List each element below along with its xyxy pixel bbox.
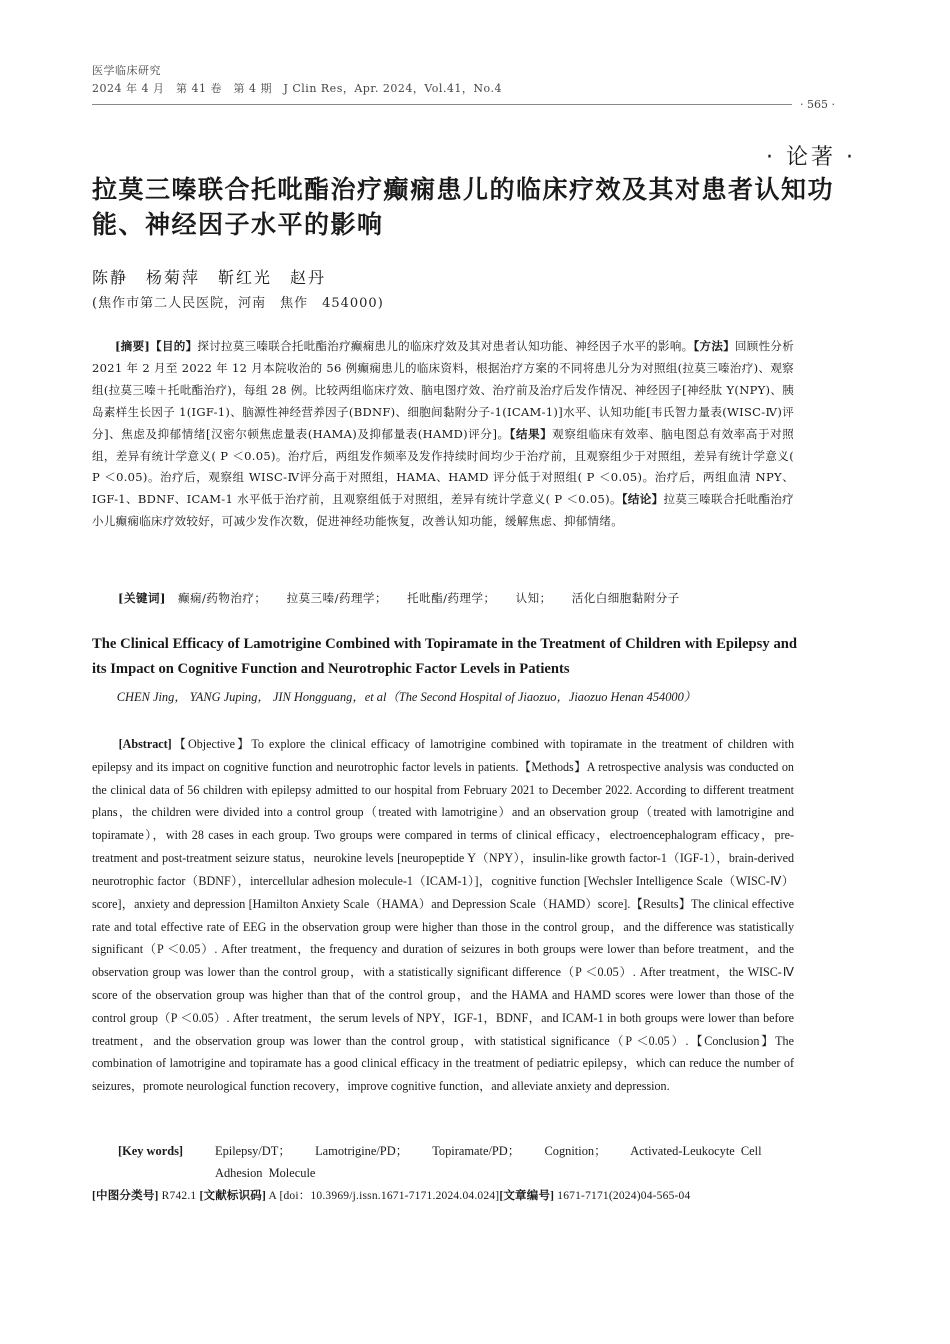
affiliation-cn: (焦作市第二人民医院，河南 焦作 454000) <box>92 296 384 311</box>
objective-label-en: 【Objective】 <box>171 737 252 751</box>
article-no: 1671-7171(2024)04-565-04 <box>557 1190 691 1202</box>
doc-code-label: [文献标识码] <box>199 1190 267 1202</box>
objective-cn: 探讨拉莫三嗪联合托吡酯治疗癫痫患儿的临床疗效及其对患者认知功能、神经因子水平的影响。 <box>197 339 694 353</box>
keyword-en: Cognition； <box>544 1144 607 1158</box>
keyword-cn: 托吡酯/药理学； <box>407 591 496 605</box>
conclusion-label-cn: 【结论】 <box>621 492 664 507</box>
issue-line: 2024 年 4 月 第 41 卷 第 4 期 J Clin Res，Apr. 2024，Vol.41，No.4 <box>92 82 502 95</box>
abstract-en-label: [Abstract] <box>118 737 172 751</box>
objective-en: To explore the clinical efficacy of lamotrigine combined with topiramate in the treatment of children with epilepsy and its impact on cognitive function and neurotrophic factor levels in patients. <box>92 737 794 774</box>
keyword-en: Activated-Leukocyte Cell Adhesion Molecule <box>215 1144 762 1180</box>
keywords-en-label: [Key words] <box>118 1144 184 1158</box>
results-label-cn: 【结果】 <box>509 426 553 441</box>
header-rule <box>92 104 792 105</box>
methods-en: A retrospective analysis was conducted on the clinical data of 56 children with epilepsy admitted to our hospital from February 2021 to December 2022. According to different treatment plans，the children were divided into a control group（treated with lamotrigine）and an observation group（treated with lamotrigine and topiramate），with 28 cases in each group. Two groups were compared in terms of clinical efficacy，electroencephalogram efficacy，pre-treatment and post-treatment seizure status，neurokine levels [neuropeptide Y（NPY），insulin-like growth factor-1（IGF-1），brain-derived neurotrophic factor（BDNF），intercellular adhesion molecule-1（ICAM-1）]，cognitive function [Wechsler Intelligence Scale（WISC-Ⅳ）score]，anxiety and depression [Hamilton Anxiety Scale（HAMA）and Depression Scale（HAMD）score]. <box>92 759 794 911</box>
article-no-label: [文章编号] <box>499 1190 555 1202</box>
results-en: The clinical effective rate and total effective rate of EEG in the observation group were higher than those in the control group，and the difference was statistically significant（P ＜0.05）. After treatment，the frequency and duration of seizures in both groups were lower than before treatment，and the observation group was lower than the control group，with a statistically significant difference（P ＜0.05）. After treatment，the WISC-Ⅳ score of the observation group was higher than that of the control group，and the HAMA and HAMD scores were lower than those of the control group（P ＜0.05）. After treatment，the serum levels of NPY，IGF-1，BDNF，and ICAM-1 in both groups were lower than before treatment，and the observation group was lower than the control group，with statistical significance（P ＜0.05）. <box>92 896 794 1048</box>
keyword-cn: 活化白细胞黏附分子 <box>571 591 680 605</box>
clc-label: [中图分类号] <box>92 1190 159 1202</box>
authors-en: CHEN Jing， YANG Juping， JIN Hongguang，et al（The Second Hospital of Jiaozuo，Jiaozuo Henan 454000） <box>116 690 697 704</box>
title-cn: 拉莫三嗪联合托吡酯治疗癫痫患儿的临床疗效及其对患者认知功能、神经因子水平的影响 <box>92 175 835 239</box>
keyword-en: Topiramate/PD； <box>432 1144 521 1158</box>
clc-code: R742.1 <box>161 1190 197 1202</box>
doc-code: A <box>268 1190 277 1202</box>
authors-cn: 陈静 杨菊萍 靳红光 赵丹 <box>92 268 327 287</box>
section-tag: · 论著 · <box>766 145 856 170</box>
keyword-cn: 拉莫三嗪/药理学； <box>286 591 387 605</box>
abstract-en <box>92 733 794 1098</box>
keywords-cn-label: [关键词] <box>118 591 166 605</box>
doi: [doi：10.3969/j.issn.1671-7171.2024.04.024] <box>279 1190 500 1202</box>
keyword-cn: 癫痫/药物治疗； <box>178 591 267 605</box>
objective-label-cn: 【目的】 <box>150 339 198 353</box>
keywords-cn <box>118 590 688 606</box>
results-cn: 观察组临床有效率、脑电图总有效率高于对照组，差异有统计学意义( P ＜0.05)。治疗后，两组发作频率及发作持续时间均少于治疗前，且观察组少于对照组，差异有统计学意义( P ＜0.05)。治疗后，观察组 WISC-Ⅳ评分高于对照组，HAMA、HAMD 评分低于对照组( P ＜0.05)。治疗后，两组血清 NPY、IGF-1、BDNF、ICAM-1 水平低于治疗前，且观察组低于对照组，差异有统计学意义( P ＜0.05)。 <box>92 426 794 507</box>
title-en: The Clinical Efficacy of Lamotrigine Combined with Topiramate in the Treatment of Children with Epilepsy and its Impact on Cognitive Function and Neurotrophic Factor Levels in Patients <box>92 636 797 677</box>
page-number: · 565 · <box>800 98 835 111</box>
journal-name: 医学临床研究 <box>92 64 161 77</box>
classification-line <box>92 1187 797 1203</box>
keyword-en: Epilepsy/DT； <box>215 1144 291 1158</box>
methods-label-cn: 【方法】 <box>693 339 735 353</box>
keyword-cn: 认知； <box>515 591 552 605</box>
methods-cn: 回顾性分析 2021 年 2 月至 2022 年 12 月本院收治的 56 例癫痫患儿的临床资料，根据治疗方案的不同将患儿分为对照组(拉莫三嗪治疗)、观察组(拉莫三嗪＋托吡酯治疗)，每组 28 例。比较两组临床疗效、脑电图疗效、治疗前及治疗后发作情况、神经因子[神经肽 Y(NPY)、胰岛素样生长因子 1(IGF-1)、脑源性神经营养因子(BDNF)、细胞间黏附分子-1(ICAM-1)]水平、认知功能[韦氏智力量表(WISC-Ⅳ)评分]、焦虑及抑郁情绪[汉密尔顿焦虑量表(HAMA)及抑郁量表(HAMD)评分]。 <box>92 339 794 441</box>
results-label-en: 【Results】 <box>630 896 692 911</box>
keyword-en: Lamotrigine/PD； <box>315 1144 409 1158</box>
conclusion-cn: 拉莫三嗪联合托吡酯治疗小儿癫痫临床疗效较好，可减少发作次数，促进神经功能恢复，改善认知功能，缓解焦虑、抑郁情绪。 <box>92 492 794 529</box>
methods-label-en: 【Methods】 <box>518 759 587 774</box>
keywords-en <box>215 1140 795 1184</box>
conclusion-label-en: 【Conclusion】 <box>688 1033 776 1048</box>
abstract-cn <box>92 336 794 533</box>
abstract-cn-label: [摘要] <box>115 339 151 353</box>
conclusion-en: The combination of lamotrigine and topiramate has a good clinical efficacy in the treatment of pediatric epilepsy，which can reduce the number of seizures，promote neurological function recovery，improve cognitive function，and alleviate anxiety and depression. <box>92 1033 794 1094</box>
